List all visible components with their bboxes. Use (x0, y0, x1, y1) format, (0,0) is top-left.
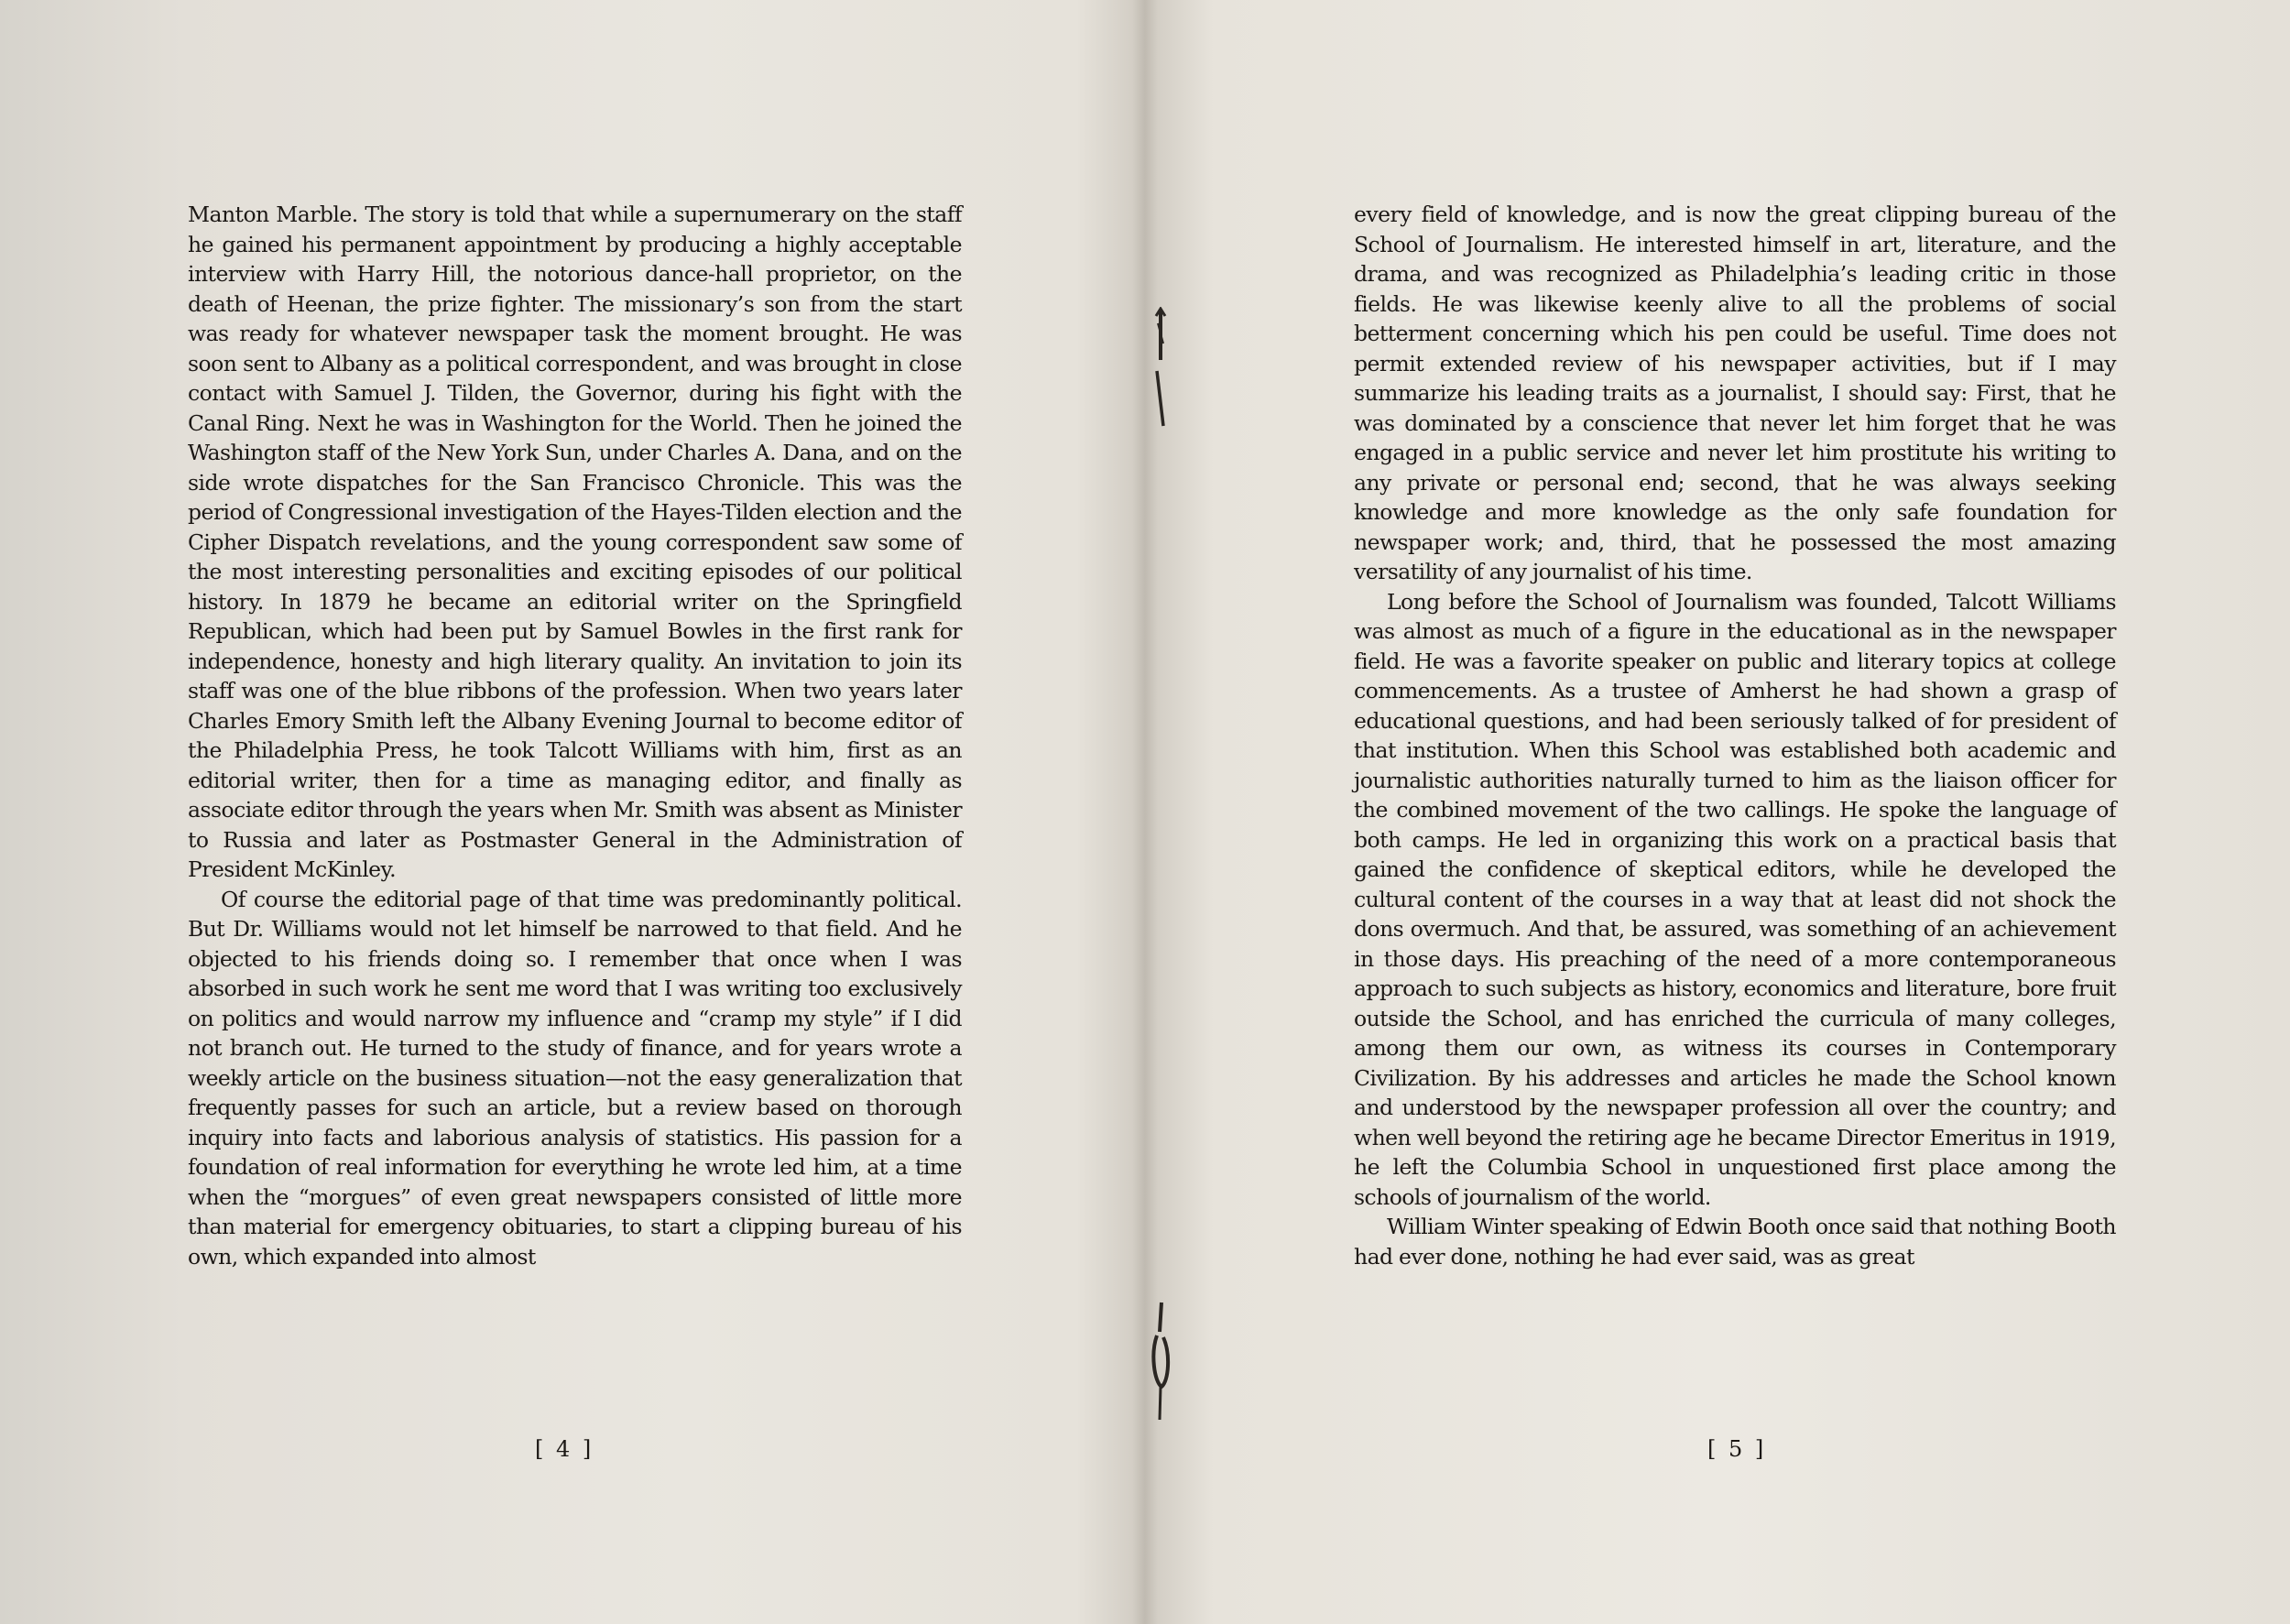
right-paragraph-1: every field of knowledge, and is now the great clipping bureau of the School of Journalism. He interested himself in art, literature, and the drama, and was recognized as Philadelphia’s leading critic in those fields. He was likewise keenly alive to all the problems of social betterment concerning which his pen could be useful. Time does not permit extended review of his newspaper activities, but if I may summarize his leading traits as a journalist, I should say: First, that he was dominated by a conscience that never let him forget that he was engaged in a public service and never let him prostitute his writing to any private or personal end; second, that he was always seeking knowledge and more knowledge as the only safe foundation for newspaper work; and, third, that he possessed the most amazing versatility of any journalist of his time. (1354, 202, 2116, 584)
left-page (188, 200, 962, 1271)
right-paragraph-2: Long before the School of Journalism was founded, Talcott Williams was almost as much of a figure in the educational as in the newspaper field. He was a favorite speaker on public and literary topics at college commencements. As a trustee of Amherst he had shown a grasp of educational questions, and had been seriously talked of for president of that institution. When this School was established both academic and journalistic authorities naturally turned to him as the liaison officer for the combined movement of the two callings. He spoke the language of both camps. He led in organizing this work on a practical basis that gained the confidence of skeptical editors, while he developed the cultural content of the courses in a way that at least did not shock the dons overmuch. And that, be assured, was something of an achievement in those days. His preaching of the need of a more contemporaneous approach to such subjects as history, economics and literature, bore fruit outside the School, and has enriched the curricula of many colleges, among them our own, as witness its courses in Contemporary Civilization. By his addresses and articles he made the School known and understood by the newspaper profession all over the country; and when well beyond the retiring age he became Director Emeritus in 1919, he left the Columbia School in unquestioned first place among the schools of journalism of the world. (1354, 588, 2116, 1210)
left-paragraph-2: Of course the editorial page of that time was predominantly political. But Dr. Williams would not let himself be narrowed to that field. And he objected to his friends doing so. I remember that once when I was absorbed in such work he sent me word that I was writing too exclusively on politics and would narrow my influence and “cramp my style” if I did not branch out. He turned to the study of finance, and for years wrote a weekly article on the business situation—not the easy generalization that frequently passes for such an article, but a review based on thorough inquiry into facts and laborious analysis of statistics. His passion for a foundation of real information for everything he wrote led him, at a time when the “morgues” of even great newspapers consisted of little more than material for emergency obituaries, to start a clipping bureau of his own, which expanded into almost (188, 886, 962, 1270)
right-page (1354, 200, 2116, 1271)
page-number-right: [ 5 ] (1707, 1436, 1767, 1462)
page-number-left: [ 4 ] (535, 1436, 594, 1462)
binding-thread-bottom (1145, 1299, 1176, 1427)
binding-thread-top (1145, 307, 1176, 435)
left-paragraph-1: Manton Marble. The story is told that while a supernumerary on the staff he gained his permanent appointment by producing a highly acceptable interview with Harry Hill, the notorious dance-hall proprietor, on the death of Heenan, the prize fighter. The missionary’s son from the start was ready for whatever newspaper task the moment brought. He was soon sent to Albany as a political correspondent, and was brought in close contact with Samuel J. Tilden, the Governor, during his fight with the Canal Ring. Next he was in Washington for the World. Then he joined the Washington staff of the New York Sun, under Charles A. Dana, and on the side wrote dispatches for the San Francisco Chronicle. This was the period of Congressional investigation of the Hayes-Tilden election and the Cipher Dispatch revelations, and the young correspondent saw some of the most interesting personalities and exciting episodes of our political history. In 1879 he became an editorial writer on the Springfield Republican, which had been put by Samuel Bowles in the first rank for independence, honesty and high literary quality. An invitation to join its staff was one of the blue ribbons of the profession. When two years later Charles Emory Smith left the Albany Evening Journal to become editor of the Philadelphia Press, he took Talcott Williams with him, first as an editorial writer, then for a time as managing editor, and finally as associate editor through the years when Mr. Smith was absent as Minister to Russia and later as Postmaster General in the Administration of President McKinley. (188, 202, 962, 882)
right-paragraph-3: William Winter speaking of Edwin Booth once said that nothing Booth had ever done, nothing he had ever said, was as great (1354, 1214, 2116, 1270)
